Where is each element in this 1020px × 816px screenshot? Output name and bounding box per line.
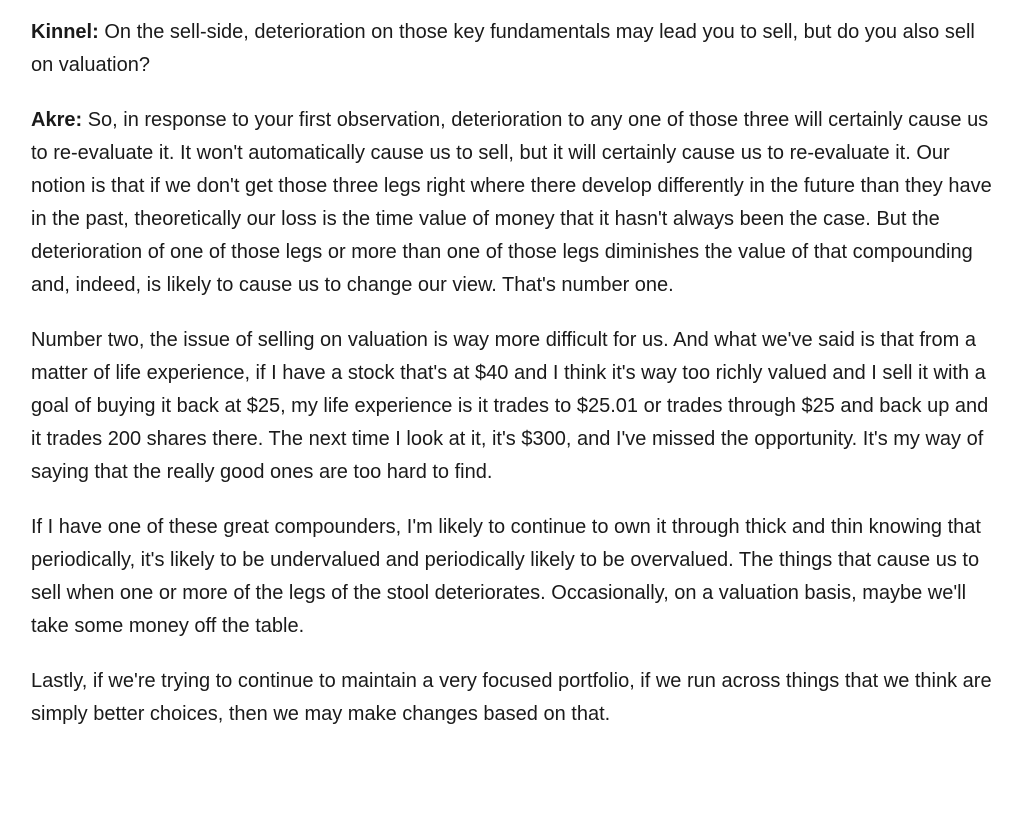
- paragraph-lastly: [31, 665, 1000, 731]
- paragraph-kinnel-question: [31, 16, 1000, 82]
- paragraph-akre-answer: [31, 104, 1000, 302]
- speaker-label: Kinnel:: [31, 21, 99, 43]
- paragraph-text: Lastly, if we're trying to continue to maintain a very focused portfolio, if we run across things that we think are simply better choices, then we may make changes based on that.: [31, 670, 992, 725]
- paragraph-text: Number two, the issue of selling on valuation is way more difficult for us. And what we've said is that from a matter of life experience, if I have a stock that's at $40 and I think it's way too richly valued and I sell it with a goal of buying it back at $25, my life experience is it trades to $25.01 or trades through $25 and back up and it trades 200 shares there. The next time I look at it, it's $300, and I've missed the opportunity. It's my way of saying that the really good ones are too hard to find.: [31, 329, 989, 483]
- paragraph-text: If I have one of these great compounders, I'm likely to continue to own it through thick and thin knowing that periodically, it's likely to be undervalued and periodically likely to be overvalued. The things that cause us to sell when one or more of the legs of the stool deteriorates. Occasionally, on a valuation basis, maybe we'll take some money off the table.: [31, 516, 981, 637]
- paragraph-text: On the sell-side, deterioration on those key fundamentals may lead you to sell, but do you also sell on valuation?: [31, 21, 975, 76]
- paragraph-compounders: [31, 511, 1000, 643]
- paragraph-number-two: [31, 324, 1000, 489]
- paragraph-text: So, in response to your first observation, deterioration to any one of those three will certainly cause us to re-evaluate it. It won't automatically cause us to sell, but it will certainly cause us to re-evaluate it. Our notion is that if we don't get those three legs right where there develop differently in the future than they have in the past, theoretically our loss is the time value of money that it hasn't always been the case. But the deterioration of one of those legs or more than one of those legs diminishes the value of that compounding and, indeed, is likely to cause us to change our view. That's number one.: [31, 109, 992, 296]
- speaker-label: Akre:: [31, 109, 83, 131]
